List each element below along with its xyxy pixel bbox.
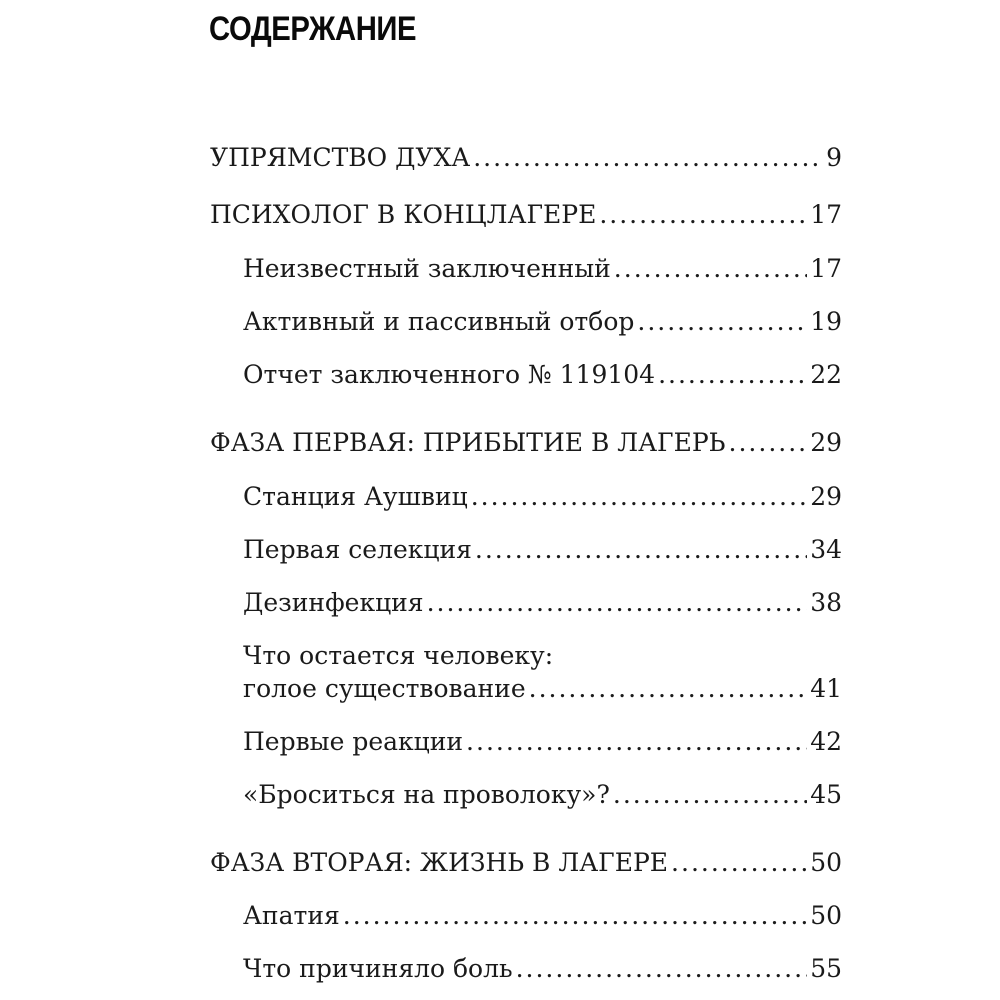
toc-entry-title: Активный и пассивный отбор — [243, 307, 635, 336]
toc-entry-page: 45 — [810, 780, 842, 809]
dot-leader — [599, 200, 807, 230]
toc-entry[interactable] — [243, 307, 842, 337]
toc-entry-title: Что причиняло боль — [243, 954, 513, 983]
toc-entry[interactable] — [243, 901, 842, 931]
toc-entry-title: ПСИХОЛОГ В КОНЦЛАГЕРЕ — [210, 200, 597, 229]
toc-entry[interactable] — [243, 727, 842, 757]
toc-entry[interactable] — [243, 254, 842, 284]
toc-entry[interactable] — [210, 143, 842, 173]
dot-leader — [516, 954, 808, 984]
toc-entry[interactable] — [243, 588, 842, 618]
toc-entry-title: Первая селекция — [243, 535, 472, 564]
toc-entry-title: Отчет заключенного № 119104 — [243, 360, 656, 389]
toc-entry-title: Апатия — [243, 901, 340, 930]
toc-entry-title: Станция Аушвиц — [243, 482, 468, 511]
toc-entry-title: «Броситься на проволоку»? — [243, 780, 610, 809]
toc-entry-title: Первые реакции — [243, 727, 464, 756]
dot-leader — [671, 848, 807, 878]
dot-leader — [475, 535, 807, 565]
toc-entry-page: 41 — [810, 674, 842, 703]
toc-entry-page: 29 — [810, 428, 842, 457]
toc-entry-title: голое существование — [243, 674, 526, 703]
toc-entry-page: 50 — [810, 901, 842, 930]
toc-entry-page: 17 — [810, 200, 842, 229]
dot-leader — [343, 901, 807, 931]
page-title: СОДЕРЖАНИЕ — [209, 10, 417, 48]
toc-entry-title: УПРЯМСТВО ДУХА — [210, 143, 471, 172]
toc-entry[interactable] — [243, 954, 842, 984]
toc-entry-title: Дезинфекция — [243, 588, 424, 617]
toc-entry-page: 34 — [810, 535, 842, 564]
toc-entry[interactable] — [243, 535, 842, 565]
toc-entry-title: Неизвестный заключенный — [243, 254, 611, 283]
toc-entry[interactable] — [210, 848, 842, 878]
toc-entry-page: 29 — [810, 482, 842, 511]
toc-entry-page: 50 — [810, 848, 842, 877]
toc-entry-title-line1[interactable]: Что остается человеку: — [243, 641, 554, 670]
toc-entry-page: 9 — [826, 143, 842, 172]
toc-entry-page: 55 — [810, 954, 842, 983]
dot-leader — [471, 482, 808, 512]
toc-entry[interactable] — [243, 360, 842, 390]
dot-leader — [729, 428, 808, 458]
toc-entry[interactable] — [243, 482, 842, 512]
toc-entry-page: 17 — [810, 254, 842, 283]
dot-leader — [613, 780, 807, 810]
toc-entry[interactable] — [243, 780, 842, 810]
toc-entry-title: ФАЗА ВТОРАЯ: ЖИЗНЬ В ЛАГЕРЕ — [210, 848, 669, 877]
dot-leader — [427, 588, 808, 618]
dot-leader — [466, 727, 807, 757]
toc-entry[interactable] — [210, 428, 842, 458]
dot-leader — [529, 674, 808, 704]
toc-entry-page: 19 — [810, 307, 842, 336]
dot-leader — [614, 254, 807, 284]
toc-entry[interactable] — [243, 674, 842, 704]
dot-leader — [473, 143, 823, 173]
dot-leader — [658, 360, 807, 390]
toc-entry-page: 38 — [810, 588, 842, 617]
toc-entry-title: ФАЗА ПЕРВАЯ: ПРИБЫТИЕ В ЛАГЕРЬ — [210, 428, 726, 457]
toc-entry-page: 42 — [810, 727, 842, 756]
toc-entry[interactable] — [210, 200, 842, 230]
toc-entry-page: 22 — [810, 360, 842, 389]
dot-leader — [637, 307, 807, 337]
